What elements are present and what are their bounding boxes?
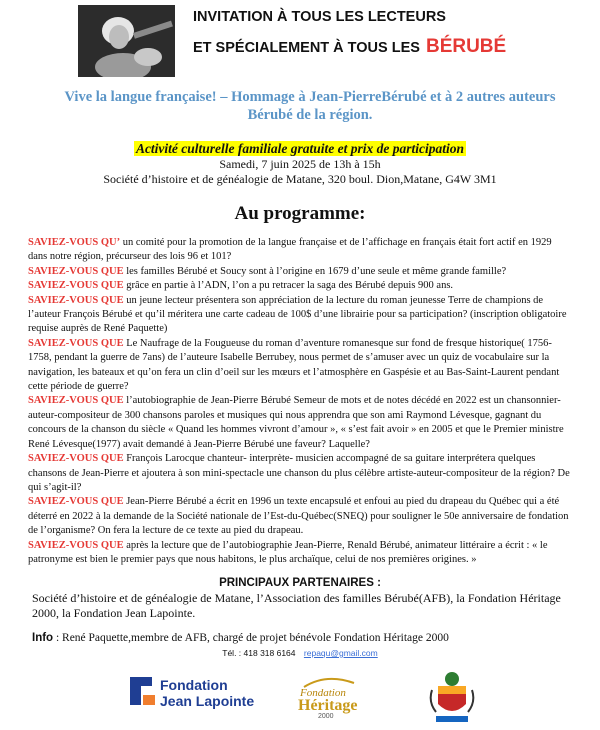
item-text: les familles Bérubé et Soucy sont à l’origine en 1679 d’une seule et même grande famille?	[123, 265, 507, 277]
header-title-line2	[193, 36, 506, 58]
list-item	[28, 539, 573, 568]
item-keyword: SAVIEZ-VOUS QUE	[28, 294, 124, 306]
partners-title: PRINCIPAUX PARTENAIRES :	[219, 577, 381, 589]
contact-line	[0, 648, 600, 658]
list-item	[28, 279, 573, 293]
fjl-line2: Jean Lapointe	[160, 693, 255, 709]
header-title-line1: INVITATION À TOUS LES LECTEURS	[193, 9, 446, 25]
coat-of-arms-logo	[428, 670, 476, 725]
activity-highlight: Activité culturelle familiale gratuite et prix de participation	[135, 141, 465, 156]
fondation-jean-lapointe-logo	[130, 675, 270, 723]
item-keyword: SAVIEZ-VOUS QUE	[28, 395, 124, 407]
programme-title: Au programme:	[234, 203, 366, 224]
list-item	[28, 452, 573, 495]
email-link[interactable]: repaqu@gmail.com	[303, 648, 378, 658]
header-photo	[78, 5, 175, 77]
item-text: François Larocque chanteur- interprète- musicien accompagné de sa guitare interprétera quelques chansons de Jean-Pierre et ajoutera à son mini-spectacle une chanson du plus célèbre artiste-auteur-compositeur de la région? De qui s’agit-il?	[28, 453, 570, 493]
fh-line2: Héritage	[298, 697, 358, 714]
list-item	[28, 394, 573, 452]
item-keyword: SAVIEZ-VOUS QUE	[28, 265, 124, 277]
header-line2-name: BÉRUBÉ	[425, 36, 507, 57]
item-keyword: SAVIEZ-VOUS QUE	[28, 337, 124, 349]
activity-line	[0, 140, 600, 158]
item-text: Jean-Pierre Bérubé a écrit en 1996 un texte encapsulé et enfoui au pied du drapeau du Québec qui a été déterré en 2022 à la demande de la Société nationale de l’Est-du-Québec(SNEQ) pour souligner le 50e anniversaire de fondation de l’organisme? On fera la lecture de ce texte au pied du drapeau.	[28, 496, 569, 537]
list-item	[28, 294, 573, 337]
programme-list	[28, 236, 573, 567]
item-text: l’autobiographie de Jean-Pierre Bérubé Semeur de mots et de notes décédé en 2022 est un chansonnier-auteur-compositeur de 300 chansons paroles et musiques qui nous apprendra que son ami Raymond Lévesque, gagnant du concours de la chanson du siècle « Quand les hommes vivront d’amour », « s’est fait avoir » en 2005 et que le Premier ministre René Lévesque(1977) avait demandé à Jean-Pierre Bérubé une faveur? Laquelle?	[28, 395, 564, 450]
info-text: : René Paquette,membre de AFB, chargé de projet bénévole Fondation Héritage 2000	[53, 632, 449, 644]
item-keyword: SAVIEZ-VOUS QUE	[28, 453, 124, 465]
event-date: Samedi, 7 juin 2025 de 13h à 15h	[219, 157, 381, 171]
item-text: un jeune lecteur présentera son appréciation de la lecture du roman jeunesse Terre de champions de l’auteur François Bérubé et qu’il méritera une carte cadeau de 100$ d’une librairie pour sa participation? (inscription obligatoire requise auprès de René Paquette)	[28, 294, 567, 335]
event-address: Société d’histoire et de généalogie de Matane, 320 boul. Dion,Matane, G4W 3M1	[103, 172, 497, 186]
list-item	[28, 236, 573, 265]
partners-text: Société d’histoire et de généalogie de Matane, l’Association des familles Bérubé(AFB), la Fondation Héritage 2000, la Fondation Jean Lapointe.	[32, 591, 561, 620]
phone-number: Tél. : 418 318 6164	[222, 648, 296, 658]
fh-line3: 2000	[318, 713, 334, 720]
item-keyword: SAVIEZ-VOUS QU’	[28, 237, 121, 248]
item-text: après la lecture que de l’autobiographie Jean-Pierre, Renald Bérubé, animateur littéraire a écrit : « le patronyme est bien le premier pays que nous habitons, le plus archaïque, celui de nos premières origines. »	[28, 539, 548, 565]
subtitle: Vive la langue française! – Hommage à Jean-PierreBérubé et à 2 autres auteurs Bérubé de la région.	[64, 89, 556, 123]
coat-of-arms-icon	[428, 670, 476, 725]
item-text: grâce en partie à l’ADN, l’on a pu retracer la saga des Bérubé depuis 900 ans.	[123, 280, 454, 292]
item-text: un comité pour la promotion de la langue française et de l’affichage en français était fort actif en 1929 dans notre région, précurseur des lois 96 et 101?	[28, 237, 552, 263]
item-text: Le Naufrage de la Fougueuse du roman d’aventure romanesque sur fond de fresque historique( 1756-1758, pendant la guerre de 7ans) de l’auteure Isabelle Berrubey, nous permet de s’amuser avec un quiz de vocabulaire sur la navigation, les bateaux et qu’on fera un clin d’oeil sur les mœurs et l’atmosphère en Gaspésie et au Bas-Saint-Laurent pendant cette période de guerre?	[28, 337, 560, 393]
fjl-line1: Fondation	[160, 677, 228, 693]
info-label: Info	[32, 632, 54, 644]
list-item	[28, 337, 573, 395]
header-line2-prefix: ET SPÉCIALEMENT À TOUS LES	[193, 40, 420, 56]
fjl-mark-icon	[130, 677, 156, 713]
item-keyword: SAVIEZ-VOUS QUE	[28, 280, 124, 292]
list-item	[28, 495, 573, 538]
fondation-heritage-2000-logo	[296, 675, 362, 723]
info-line	[32, 632, 592, 644]
item-keyword: SAVIEZ-VOUS QUE	[28, 539, 124, 551]
list-item	[28, 265, 573, 279]
item-keyword: SAVIEZ-VOUS QUE	[28, 496, 124, 508]
fh-line1: Fondation	[300, 687, 346, 699]
portrait-image	[78, 5, 175, 77]
